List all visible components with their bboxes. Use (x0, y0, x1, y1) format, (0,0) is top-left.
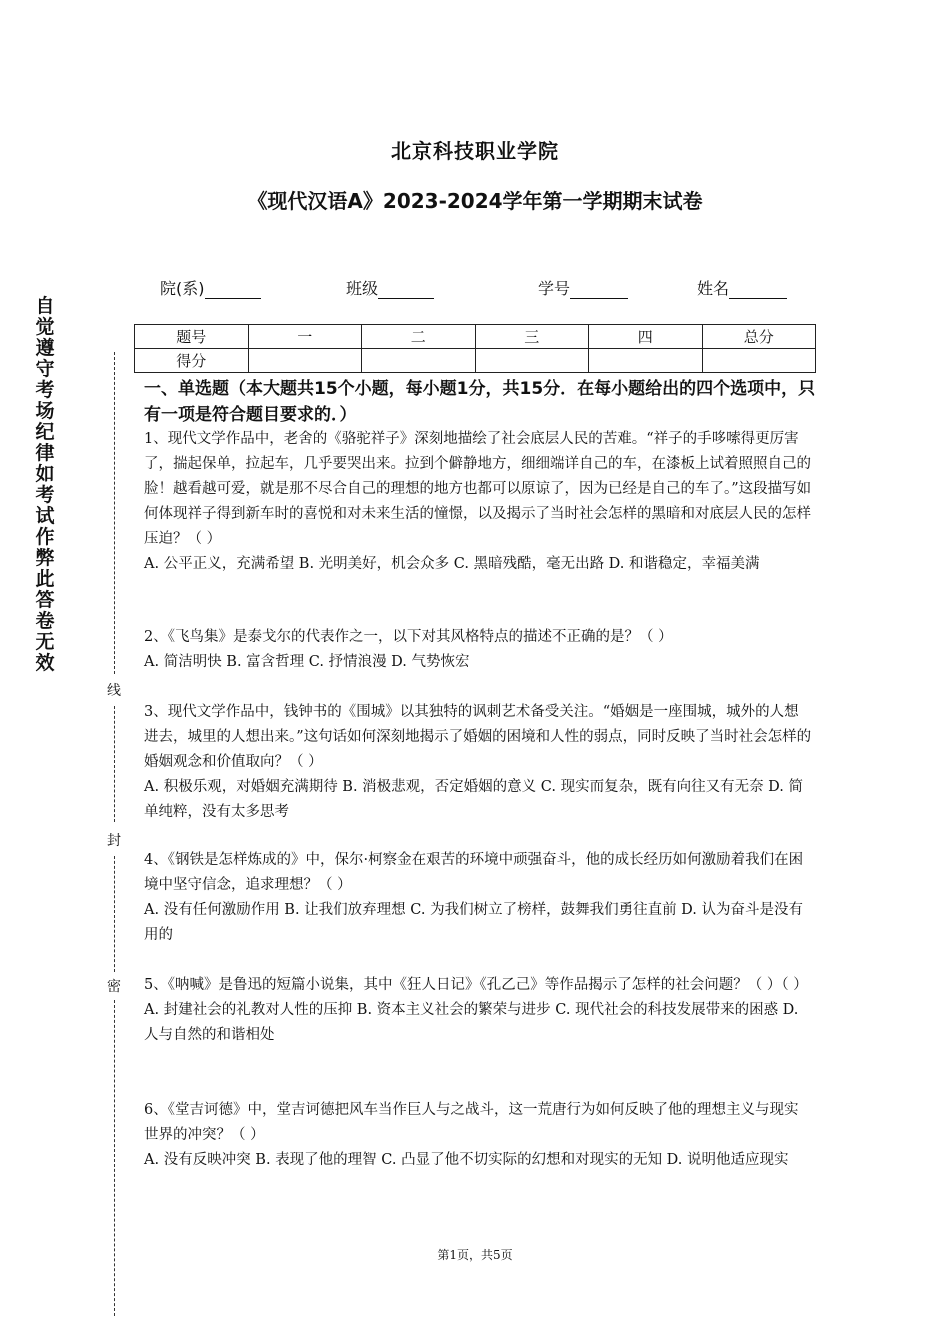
school-title: 北京科技职业学院 (391, 139, 559, 163)
question-options: A. 没有反映冲突 B. 表现了他的理智 C. 凸显了他不切实际的幻想和对现实的无知 D. 说明他适应现实 (144, 1152, 789, 1168)
score-cell[interactable] (248, 349, 362, 373)
question-1 (144, 427, 812, 577)
score-table (134, 324, 816, 373)
score-cell[interactable] (589, 349, 703, 373)
name-field (697, 276, 787, 299)
question-stem: 6、《堂吉诃德》中，堂吉诃德把风车当作巨人与之战斗，这一荒唐行为如何反映了他的理想主义与现实世界的冲突？（ ） (144, 1102, 799, 1143)
question-4 (144, 848, 812, 948)
question-2 (144, 625, 812, 675)
class-field (346, 276, 434, 299)
question-6 (144, 1098, 812, 1173)
score-table-header-row (135, 325, 816, 349)
question-options: A. 没有任何激励作用 B. 让我们放弃理想 C. 为我们树立了榜样，鼓舞我们勇往直前 D. 认为奋斗是没有用的 (144, 902, 804, 943)
dept-label: 院(系) (160, 279, 205, 298)
table-cell: 题号 (135, 325, 249, 349)
student-id-label: 学号 (538, 279, 571, 298)
binding-line-dash (114, 856, 115, 972)
class-label: 班级 (346, 279, 379, 298)
page-footer: 第1页，共5页 (437, 1248, 513, 1262)
binding-close-label: 密 (106, 976, 122, 996)
score-table-score-row (135, 349, 816, 373)
binding-line-dash (114, 1000, 115, 1316)
table-cell: 四 (589, 325, 703, 349)
class-blank (378, 282, 434, 299)
score-cell[interactable] (702, 349, 816, 373)
binding-line-label: 线 (106, 680, 122, 700)
question-options: A. 封建社会的礼教对人性的压抑 B. 资本主义社会的繁荣与进步 C. 现代社会的科技发展带来的困惑 D. 人与自然的和谐相处 (144, 1002, 799, 1043)
section-heading: 一、单选题（本大题共15个小题，每小题1分，共15分．在每小题给出的四个选项中，只有一项是符合题目要求的．） (144, 379, 816, 425)
question-stem: 1、现代文学作品中，老舍的《骆驼祥子》深刻地描绘了社会底层人民的苦难。“祥子的手哆嗦得更厉害了，揣起保单，拉起车，几乎要哭出来。拉到个僻静地方，细细端详自己的车，在漆板上试着照照自己的脸！越看越可爱，就是那不尽合自己的理想的地方也都可以原谅了，因为已经是自己的车了。”这段描写如何体现祥子得到新车时的喜悦和对未来生活的憧憬，以及揭示了当时社会怎样的黑暗和对底层人民的怎样压迫？（ ） (144, 431, 812, 547)
question-3 (144, 700, 812, 825)
table-cell: 总分 (702, 325, 816, 349)
score-cell[interactable] (475, 349, 589, 373)
question-options: A. 公平正义，充满希望 B. 光明美好，机会众多 C. 黑暗残酷，毫无出路 D. 和谐稳定，幸福美满 (144, 556, 760, 572)
table-cell: 一 (248, 325, 362, 349)
student-id-field (538, 276, 628, 299)
exam-discipline-warning: 自觉遵守考场纪律如考试作弊此答卷无效 (35, 295, 55, 674)
student-id-blank (570, 282, 628, 299)
question-stem: 5、《呐喊》是鲁迅的短篇小说集，其中《狂人日记》《孔乙己》等作品揭示了怎样的社会问题？（ ）（ ） (144, 977, 808, 993)
question-stem: 3、现代文学作品中，钱钟书的《围城》以其独特的讽刺艺术备受关注。“婚姻是一座围城，城外的人想进去，城里的人想出来。”这句话如何深刻地揭示了婚姻的困境和人性的弱点，同时反映了当时社会怎样的婚姻观念和价值取向？（ ） (144, 704, 812, 770)
table-cell: 得分 (135, 349, 249, 373)
name-blank (729, 282, 787, 299)
table-cell: 三 (475, 325, 589, 349)
binding-line-dash (114, 352, 115, 674)
question-stem: 2、《飞鸟集》是泰戈尔的代表作之一，以下对其风格特点的描述不正确的是？（ ） (144, 629, 673, 645)
score-cell[interactable] (362, 349, 476, 373)
question-stem: 4、《钢铁是怎样炼成的》中，保尔·柯察金在艰苦的环境中顽强奋斗，他的成长经历如何激励着我们在困境中坚守信念，追求理想？（ ） (144, 852, 804, 893)
dept-field (160, 276, 261, 299)
binding-line-dash (114, 706, 115, 822)
dept-blank (205, 282, 261, 299)
exam-title: 《现代汉语A》2023-2024学年第一学期期末试卷 (247, 189, 703, 213)
question-options: A. 积极乐观，对婚姻充满期待 B. 消极悲观，否定婚姻的意义 C. 现实而复杂，既有向往又有无奈 D. 简单纯粹，没有太多思考 (144, 779, 804, 820)
name-label: 姓名 (697, 279, 730, 298)
question-options: A. 简洁明快 B. 富含哲理 C. 抒情浪漫 D. 气势恢宏 (144, 654, 470, 670)
question-5 (144, 973, 812, 1048)
binding-seal-label: 封 (106, 830, 122, 850)
table-cell: 二 (362, 325, 476, 349)
